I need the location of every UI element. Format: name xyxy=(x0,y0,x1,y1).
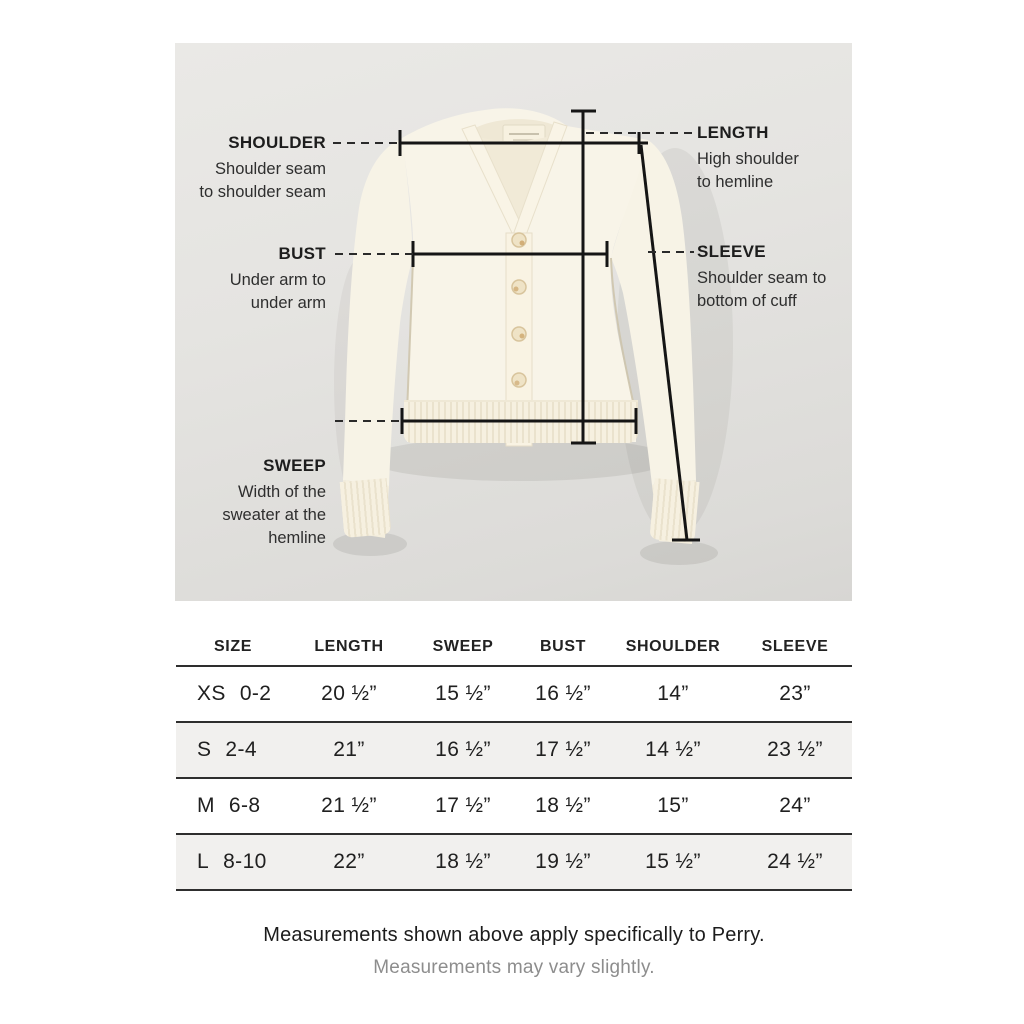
size-table xyxy=(176,628,852,891)
shoulder-term: SHOULDER xyxy=(228,133,326,152)
value-sleeve: 23” xyxy=(779,682,811,705)
value-sweep: 16 ½” xyxy=(435,738,491,761)
value-length: 21 ½” xyxy=(321,794,377,817)
value-length: 22” xyxy=(333,850,365,873)
header-size: SIZE xyxy=(214,637,252,655)
sleeve-desc-line1: Shoulder seam to xyxy=(697,269,827,287)
value-sleeve: 23 ½” xyxy=(767,738,823,761)
length-desc-line2: to hemline xyxy=(697,173,774,191)
value-shoulder: 15 ½” xyxy=(645,850,701,873)
size-range: 8-10 xyxy=(223,850,267,873)
value-sleeve: 24 ½” xyxy=(767,850,823,873)
shoulder-desc-line2: to shoulder seam xyxy=(199,183,326,201)
sweep-desc-line3: hemline xyxy=(268,529,326,547)
header-length: LENGTH xyxy=(314,637,384,655)
sleeve-term: SLEEVE xyxy=(697,242,766,261)
value-shoulder: 14 ½” xyxy=(645,738,701,761)
annotation-sleeve xyxy=(697,241,852,313)
length-term: LENGTH xyxy=(697,123,769,142)
bust-term: BUST xyxy=(278,244,326,263)
size-range: 6-8 xyxy=(228,794,261,817)
table-row-m xyxy=(176,779,852,835)
sweep-term: SWEEP xyxy=(263,456,326,475)
value-bust: 16 ½” xyxy=(535,682,591,705)
solid-measure-lines xyxy=(400,111,700,540)
sweep-desc-line2: sweater at the xyxy=(222,506,326,524)
table-row-l xyxy=(176,835,852,891)
header-sweep: SWEEP xyxy=(432,637,494,655)
header-sleeve: SLEEVE xyxy=(761,637,829,655)
size-table-header xyxy=(176,628,852,667)
annotation-shoulder xyxy=(175,132,326,204)
footnote-secondary: Measurements may vary slightly. xyxy=(373,957,655,978)
value-bust: 18 ½” xyxy=(535,794,591,817)
size-label: L xyxy=(197,850,210,873)
value-sleeve: 24” xyxy=(779,794,811,817)
table-row-s xyxy=(176,723,852,779)
shoulder-desc-line1: Shoulder seam xyxy=(215,160,326,178)
dashed-leader-lines xyxy=(333,133,694,421)
value-bust: 19 ½” xyxy=(535,850,591,873)
header-shoulder: SHOULDER xyxy=(625,637,721,655)
size-range: 2-4 xyxy=(225,738,257,761)
size-label: S xyxy=(197,738,212,761)
cardigan-measurement-diagram xyxy=(175,43,852,601)
value-length: 20 ½” xyxy=(321,682,377,705)
size-range: 0-2 xyxy=(239,682,272,705)
bust-desc-line1: Under arm to xyxy=(229,271,326,289)
footnote-primary: Measurements shown above apply specifically to Perry. xyxy=(263,924,765,946)
bust-desc-line2: under arm xyxy=(250,294,326,312)
table-row-xs xyxy=(176,667,852,723)
value-length: 21” xyxy=(333,738,365,761)
header-bust: BUST xyxy=(540,637,586,655)
annotation-sweep xyxy=(175,455,326,550)
sweep-desc-line1: Width of the xyxy=(237,483,326,501)
value-sweep: 18 ½” xyxy=(435,850,491,873)
length-desc-line1: High shoulder xyxy=(697,150,799,168)
value-shoulder: 15” xyxy=(657,794,689,817)
annotation-length xyxy=(697,122,852,194)
value-shoulder: 14” xyxy=(657,682,689,705)
value-sweep: 17 ½” xyxy=(435,794,491,817)
size-label: M xyxy=(197,794,215,817)
annotation-bust xyxy=(175,243,326,315)
sleeve-desc-line2: bottom of cuff xyxy=(697,292,797,310)
value-sweep: 15 ½” xyxy=(435,682,491,705)
size-label: XS xyxy=(197,682,226,705)
value-bust: 17 ½” xyxy=(535,738,591,761)
